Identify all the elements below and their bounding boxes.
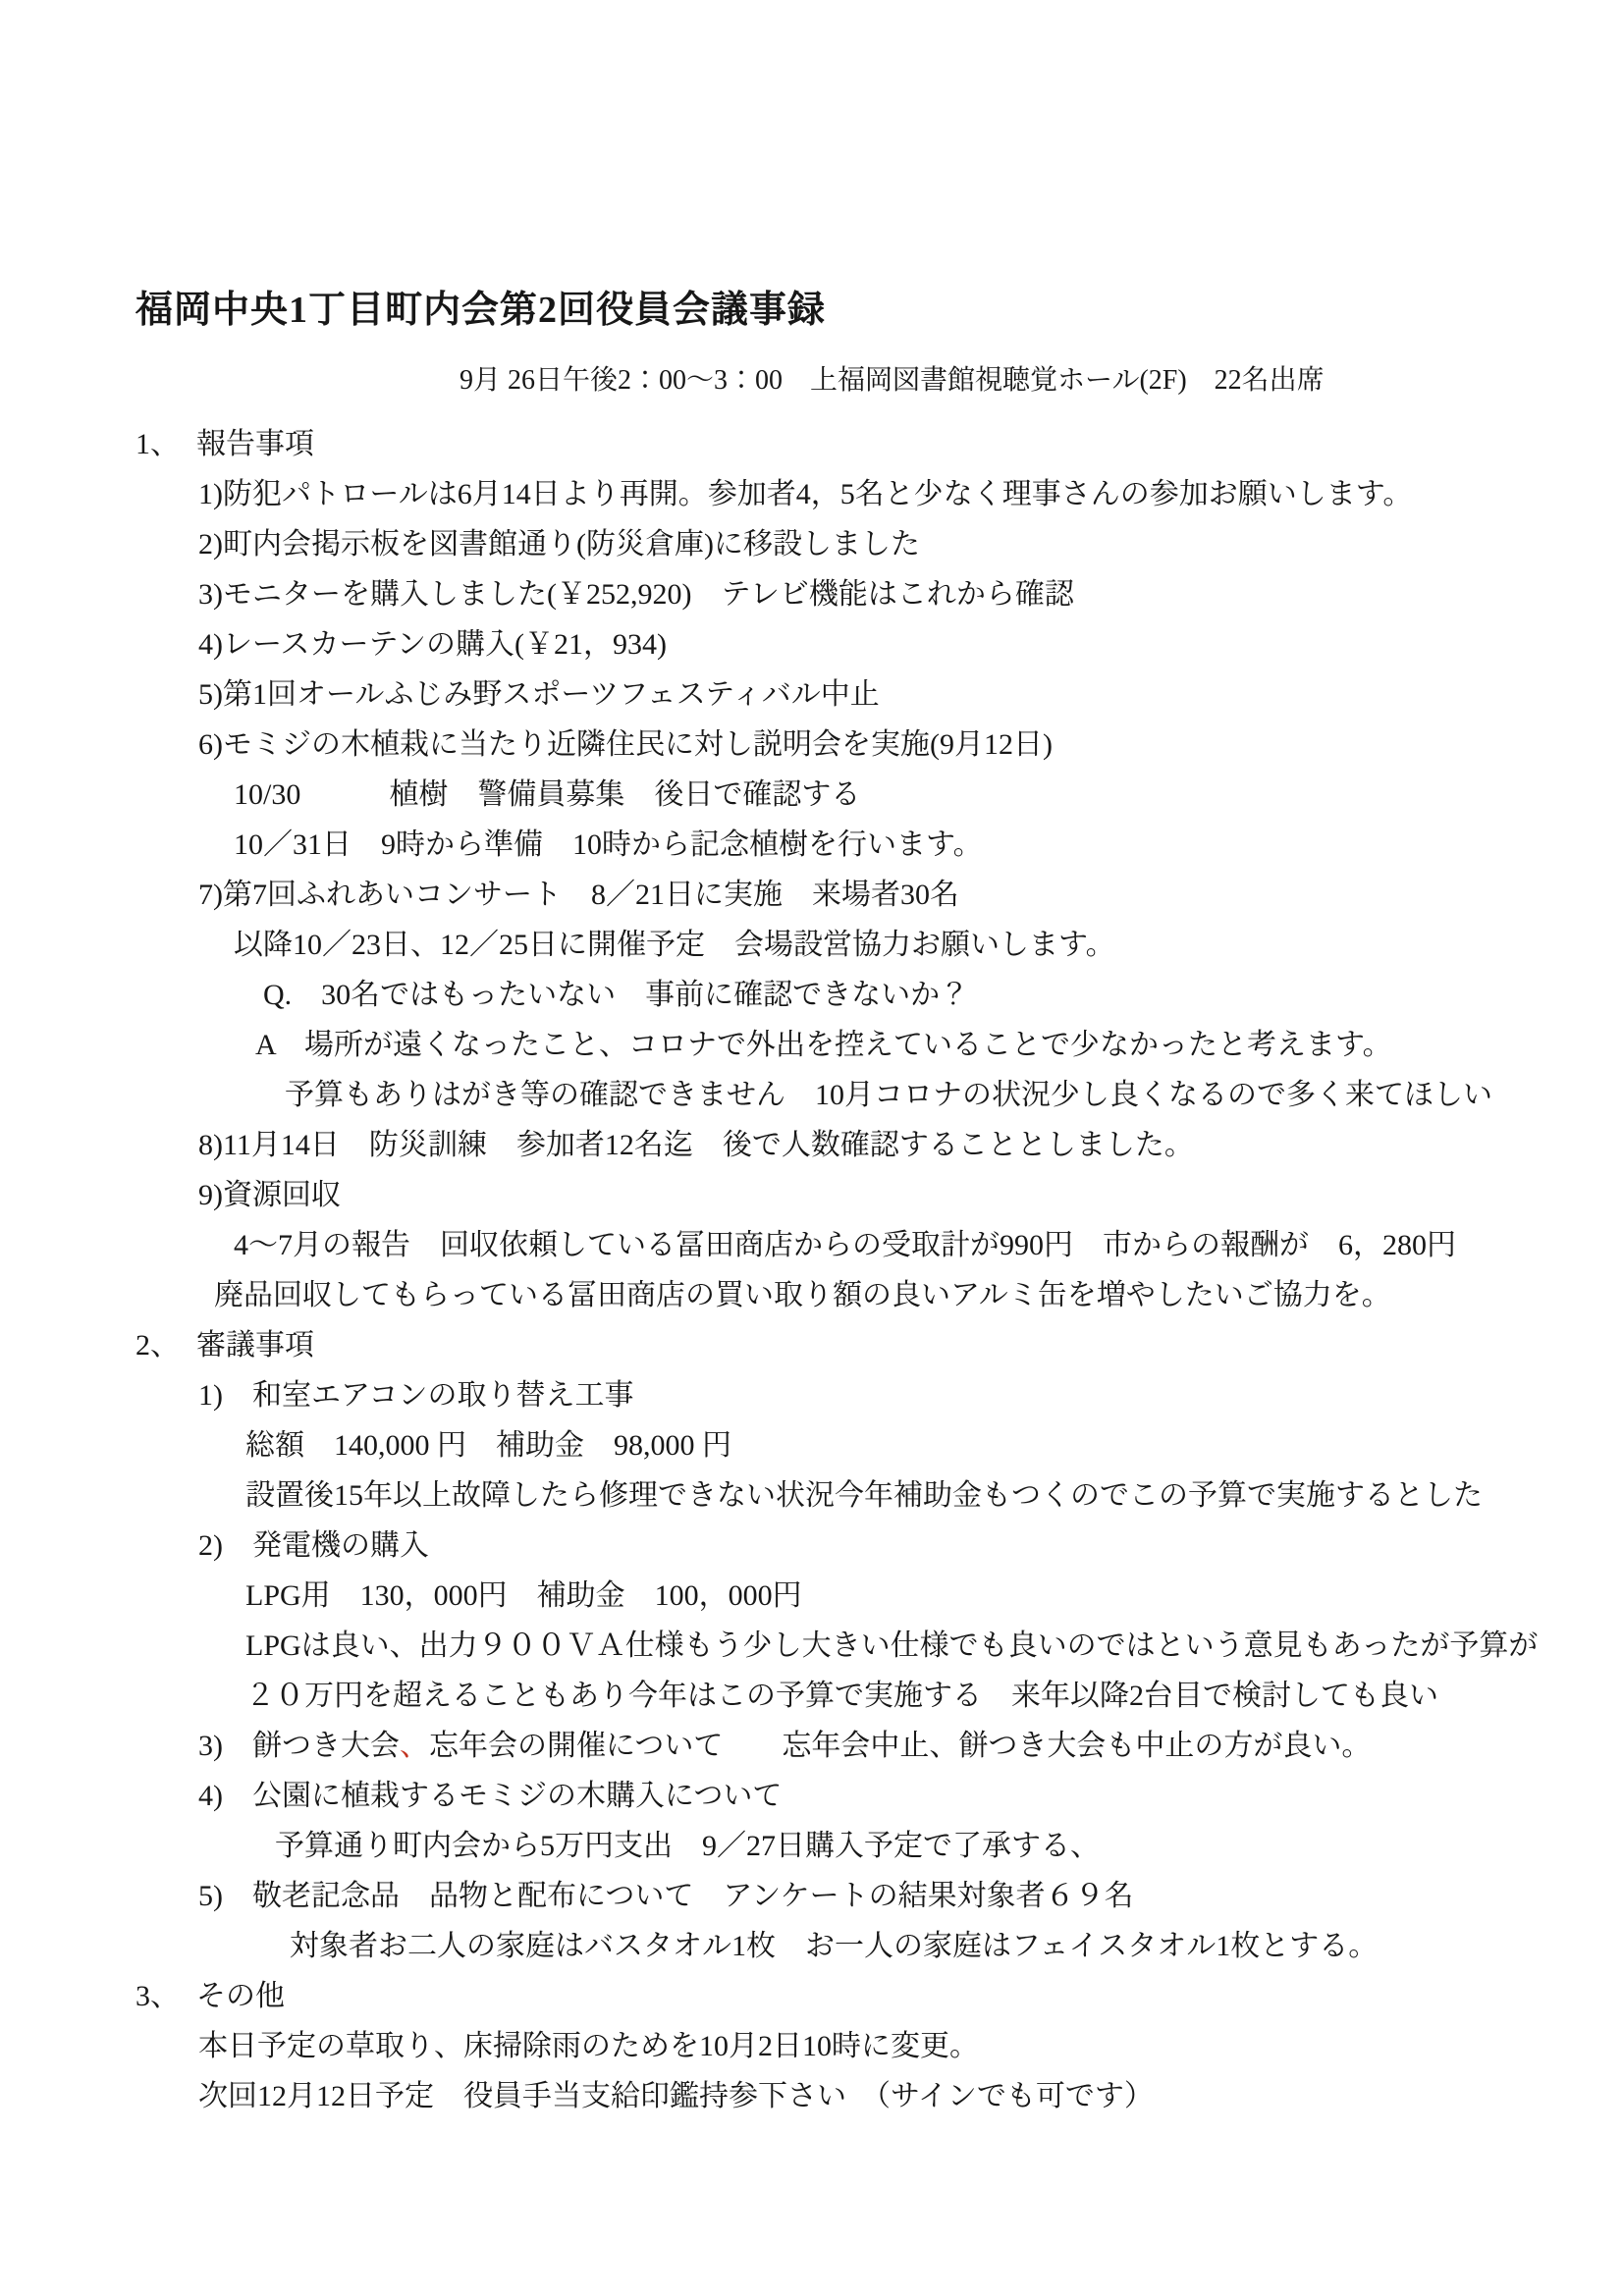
page-title: 福岡中央1丁目町内会第2回役員会議事録 bbox=[135, 290, 827, 331]
section-heading-other bbox=[135, 1971, 1554, 2021]
report-item-2: 2)町内会掲示板を図書館通り(防災倉庫)に移設しました bbox=[198, 528, 920, 561]
report-item-9-sub-2: 廃品回収してもらっている冨田商店の買い取り額の良いアルミ缶を増やしたいご協力を。 bbox=[214, 1279, 1391, 1311]
document-body bbox=[135, 419, 1554, 2121]
report-item-4: 4)レースカーテンの購入(￥21，934) bbox=[198, 628, 667, 661]
section-number: 1、 bbox=[135, 428, 180, 460]
report-item-9: 9)資源回収 bbox=[198, 1179, 341, 1211]
section-number: 2、 bbox=[135, 1329, 180, 1362]
deliberation-item-2-note-2: ２０万円を超えることもあり今年はこの予算で実施する 来年以降2台目で検討しても良い bbox=[245, 1680, 1438, 1712]
deliberation-item-1: 1) 和室エアコンの取り替え工事 bbox=[198, 1379, 634, 1412]
report-item-8: 8)11月14日 防災訓練 参加者12名迄 後で人数確認することとしました。 bbox=[198, 1129, 1194, 1161]
item-text-pre: 3) 餅つき大会 bbox=[198, 1730, 400, 1762]
deliberation-item-1-note: 設置後15年以上故障したら修理できない状況今年補助金もつくのでこの予算で実施するとした bbox=[245, 1479, 1483, 1512]
deliberation-item-4-note: 予算通り町内会から5万円支出 9／27日購入予定で了承する、 bbox=[275, 1830, 1100, 1862]
deliberation-item-2-cost: LPG用 130，000円 補助金 100，000円 bbox=[245, 1579, 802, 1612]
deliberation-item-5: 5) 敬老記念品 品物と配布について アンケートの結果対象者６９名 bbox=[198, 1880, 1134, 1912]
report-item-3: 3)モニターを購入しました(￥252,920) テレビ機能はこれから確認 bbox=[198, 578, 1074, 611]
meeting-info-line: 9月 26日午後2：00～3：00 上福岡図書館視聴覚ホール(2F) 22名出席 bbox=[460, 365, 1325, 396]
section-number: 3、 bbox=[135, 1980, 180, 2012]
section-heading-deliberations bbox=[135, 1320, 1554, 1370]
deliberation-item-3 bbox=[135, 1721, 1554, 1771]
section-title: 報告事項 bbox=[196, 428, 314, 460]
section-title: その他 bbox=[196, 1980, 285, 2012]
deliberation-item-4: 4) 公園に植栽するモミジの木購入について bbox=[198, 1780, 783, 1812]
section-title: 審議事項 bbox=[196, 1329, 314, 1362]
deliberation-item-2-note-1: LPGは良い、出力９００ＶＡ仕様もう少し大きい仕様でも良いのではという意見もあったが予算が bbox=[245, 1629, 1539, 1662]
red-comma: 、 bbox=[400, 1730, 429, 1762]
item-text-post: 忘年会の開催について 忘年会中止、餅つき大会も中止の方が良い。 bbox=[429, 1730, 1372, 1762]
report-item-6-sub-2: 10／31日 9時から準備 10時から記念植樹を行います。 bbox=[234, 828, 983, 861]
report-item-6-sub-1: 10/30 植樹 警備員募集 後日で確認する bbox=[234, 778, 861, 811]
other-item-2: 次回12月12日予定 役員手当支給印鑑持参下さい （サインでも可です） bbox=[198, 2080, 1154, 2112]
deliberation-item-1-cost: 総額 140,000 円 補助金 98,000 円 bbox=[245, 1429, 731, 1462]
report-item-7-answer-2: 予算もありはがき等の確認できません 10月コロナの状況少し良くなるので多く来てほしい bbox=[285, 1079, 1492, 1111]
deliberation-item-2: 2) 発電機の購入 bbox=[198, 1529, 429, 1562]
report-item-7-question: Q. 30名ではもったいない 事前に確認できないか？ bbox=[263, 979, 970, 1011]
report-item-7-answer: A 場所が遠くなったこと、コロナで外出を控えていることで少なかったと考えます。 bbox=[255, 1029, 1392, 1061]
other-item-1: 本日予定の草取り、床掃除雨のためを10月2日10時に変更。 bbox=[198, 2030, 979, 2062]
report-item-6: 6)モミジの木植栽に当たり近隣住民に対し説明会を実施(9月12日) bbox=[198, 728, 1053, 761]
deliberation-item-5-note: 対象者お二人の家庭はバスタオル1枚 お一人の家庭はフェイスタオル1枚とする。 bbox=[290, 1930, 1379, 1962]
report-item-5: 5)第1回オールふじみ野スポーツフェスティバル中止 bbox=[198, 678, 880, 711]
report-item-7-sub-1: 以降10／23日、12／25日に開催予定 会場設営協力お願いします。 bbox=[234, 929, 1115, 961]
report-item-7: 7)第7回ふれあいコンサート 8／21日に実施 来場者30名 bbox=[198, 879, 959, 911]
report-item-1: 1)防犯パトロールは6月14日より再開。参加者4，5名と少なく理事さんの参加お願いします。 bbox=[198, 478, 1413, 510]
section-heading-reports bbox=[135, 419, 1554, 469]
report-item-9-sub-1: 4～7月の報告 回収依頼している冨田商店からの受取計が990円 市からの報酬が 6，280円 bbox=[234, 1229, 1456, 1261]
